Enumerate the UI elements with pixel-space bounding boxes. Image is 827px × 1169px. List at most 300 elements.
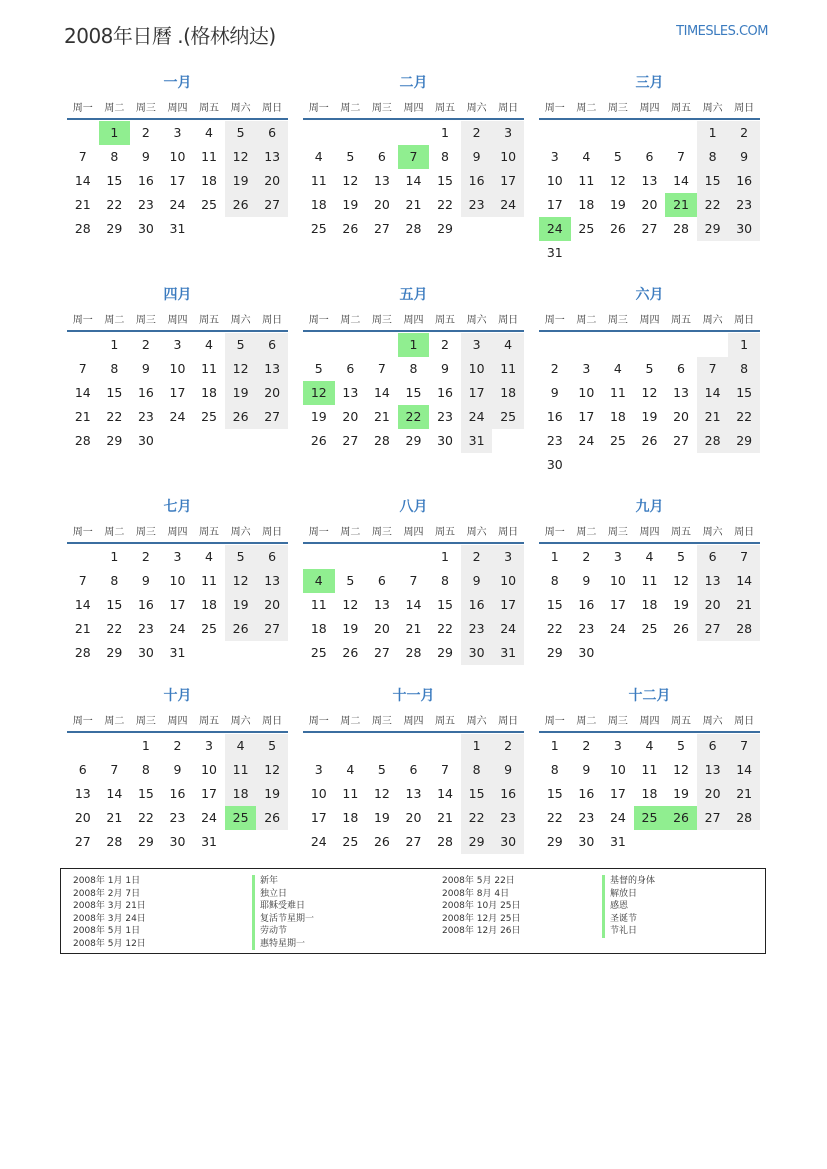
day-cell[interactable]: 10 [169, 149, 186, 164]
day-cell[interactable]: 29 [106, 645, 123, 660]
day-cell[interactable]: 16 [728, 169, 760, 193]
day-cell[interactable]: 18 [492, 381, 524, 405]
holiday-day-cell[interactable]: 25 [634, 806, 666, 830]
day-cell[interactable]: 14 [405, 597, 422, 612]
day-cell[interactable]: 20 [641, 197, 658, 212]
day-cell[interactable]: 4 [645, 738, 654, 753]
holiday-day-cell[interactable]: 7 [398, 145, 430, 169]
holiday-day-cell[interactable]: 26 [665, 806, 697, 830]
day-cell[interactable]: 20 [405, 810, 422, 825]
day-cell[interactable]: 5 [256, 734, 288, 758]
day-cell[interactable]: 8 [141, 762, 150, 777]
day-cell[interactable]: 16 [461, 169, 493, 193]
day-cell[interactable]: 19 [673, 597, 689, 612]
day-cell[interactable]: 4 [645, 549, 654, 564]
day-cell[interactable]: 30 [546, 457, 563, 472]
day-cell[interactable]: 15 [106, 173, 123, 188]
day-cell[interactable]: 7 [377, 361, 386, 376]
holiday-day-cell[interactable]: 1 [398, 333, 430, 357]
day-cell[interactable]: 25 [492, 405, 524, 429]
day-cell[interactable]: 30 [137, 221, 154, 236]
day-cell[interactable]: 13 [405, 786, 422, 801]
day-cell[interactable]: 13 [641, 173, 658, 188]
day-cell[interactable]: 6 [256, 121, 288, 145]
day-cell[interactable]: 13 [342, 385, 359, 400]
day-cell[interactable]: 20 [256, 593, 288, 617]
day-cell[interactable]: 19 [673, 786, 689, 801]
holiday-day-cell[interactable]: 12 [303, 381, 335, 405]
day-cell[interactable]: 15 [546, 597, 563, 612]
day-cell[interactable]: 26 [310, 433, 327, 448]
day-cell[interactable]: 29 [437, 221, 453, 236]
day-cell[interactable]: 9 [582, 762, 591, 777]
day-cell[interactable]: 9 [728, 145, 760, 169]
day-cell[interactable]: 29 [437, 645, 453, 660]
holiday-day-cell[interactable]: 25 [225, 806, 257, 830]
day-cell[interactable]: 2 [461, 121, 493, 145]
day-cell[interactable]: 1 [697, 121, 729, 145]
day-cell[interactable]: 8 [110, 573, 119, 588]
day-cell[interactable]: 20 [256, 169, 288, 193]
day-cell[interactable]: 7 [728, 734, 760, 758]
day-cell[interactable]: 25 [609, 433, 626, 448]
day-cell[interactable]: 21 [106, 810, 123, 825]
day-cell[interactable]: 1 [441, 125, 449, 140]
day-cell[interactable]: 11 [578, 173, 595, 188]
day-cell[interactable]: 4 [492, 333, 524, 357]
day-cell[interactable]: 16 [169, 786, 186, 801]
day-cell[interactable]: 21 [437, 810, 453, 825]
day-cell[interactable]: 7 [78, 361, 87, 376]
day-cell[interactable]: 19 [641, 409, 658, 424]
day-cell[interactable]: 10 [546, 173, 563, 188]
day-cell[interactable]: 23 [137, 621, 154, 636]
day-cell[interactable]: 11 [310, 173, 327, 188]
day-cell[interactable]: 17 [310, 810, 327, 825]
day-cell[interactable]: 27 [256, 617, 288, 641]
day-cell[interactable]: 31 [169, 645, 186, 660]
day-cell[interactable]: 20 [373, 197, 390, 212]
day-cell[interactable]: 22 [546, 621, 563, 636]
day-cell[interactable]: 21 [74, 197, 91, 212]
day-cell[interactable]: 28 [728, 806, 760, 830]
day-cell[interactable]: 15 [728, 381, 760, 405]
day-cell[interactable]: 23 [546, 433, 563, 448]
day-cell[interactable]: 31 [201, 834, 217, 849]
day-cell[interactable]: 9 [461, 145, 493, 169]
day-cell[interactable]: 28 [673, 221, 689, 236]
day-cell[interactable]: 3 [492, 121, 524, 145]
day-cell[interactable]: 2 [492, 734, 524, 758]
day-cell[interactable]: 19 [225, 593, 257, 617]
day-cell[interactable]: 22 [697, 193, 729, 217]
day-cell[interactable]: 13 [697, 569, 729, 593]
day-cell[interactable]: 21 [728, 782, 760, 806]
day-cell[interactable]: 3 [173, 549, 182, 564]
day-cell[interactable]: 3 [492, 545, 524, 569]
day-cell[interactable]: 10 [609, 573, 626, 588]
holiday-day-cell[interactable]: 21 [665, 193, 697, 217]
day-cell[interactable]: 23 [578, 810, 595, 825]
day-cell[interactable]: 23 [492, 806, 524, 830]
day-cell[interactable]: 6 [377, 149, 386, 164]
day-cell[interactable]: 18 [201, 385, 217, 400]
day-cell[interactable]: 5 [677, 549, 685, 564]
day-cell[interactable]: 17 [609, 786, 626, 801]
day-cell[interactable]: 21 [405, 621, 422, 636]
day-cell[interactable]: 28 [74, 433, 91, 448]
day-cell[interactable]: 4 [205, 549, 213, 564]
day-cell[interactable]: 8 [697, 145, 729, 169]
day-cell[interactable]: 6 [409, 762, 418, 777]
day-cell[interactable]: 14 [74, 173, 91, 188]
day-cell[interactable]: 30 [578, 645, 595, 660]
day-cell[interactable]: 12 [225, 145, 257, 169]
day-cell[interactable]: 2 [141, 337, 150, 352]
day-cell[interactable]: 2 [461, 545, 493, 569]
day-cell[interactable]: 18 [609, 409, 626, 424]
day-cell[interactable]: 4 [225, 734, 257, 758]
day-cell[interactable]: 5 [314, 361, 323, 376]
day-cell[interactable]: 12 [673, 573, 689, 588]
day-cell[interactable]: 21 [74, 409, 91, 424]
day-cell[interactable]: 5 [377, 762, 386, 777]
day-cell[interactable]: 14 [74, 385, 91, 400]
day-cell[interactable]: 15 [437, 597, 453, 612]
day-cell[interactable]: 14 [673, 173, 689, 188]
day-cell[interactable]: 23 [437, 409, 453, 424]
day-cell[interactable]: 30 [578, 834, 595, 849]
day-cell[interactable]: 30 [437, 433, 453, 448]
day-cell[interactable]: 18 [641, 786, 658, 801]
day-cell[interactable]: 11 [641, 762, 658, 777]
day-cell[interactable]: 1 [461, 734, 493, 758]
day-cell[interactable]: 14 [405, 173, 422, 188]
day-cell[interactable]: 14 [437, 786, 453, 801]
day-cell[interactable]: 24 [609, 810, 626, 825]
day-cell[interactable]: 18 [201, 173, 217, 188]
day-cell[interactable]: 7 [697, 357, 729, 381]
day-cell[interactable]: 8 [409, 361, 418, 376]
day-cell[interactable]: 21 [697, 405, 729, 429]
day-cell[interactable]: 2 [728, 121, 760, 145]
day-cell[interactable]: 26 [641, 433, 658, 448]
day-cell[interactable]: 16 [578, 786, 595, 801]
day-cell[interactable]: 14 [728, 569, 760, 593]
day-cell[interactable]: 14 [106, 786, 123, 801]
day-cell[interactable]: 17 [609, 597, 626, 612]
day-cell[interactable]: 10 [492, 569, 524, 593]
day-cell[interactable]: 30 [169, 834, 186, 849]
day-cell[interactable]: 22 [106, 409, 123, 424]
day-cell[interactable]: 17 [201, 786, 217, 801]
day-cell[interactable]: 3 [582, 361, 591, 376]
day-cell[interactable]: 17 [546, 197, 563, 212]
day-cell[interactable]: 25 [641, 621, 658, 636]
day-cell[interactable]: 26 [673, 621, 689, 636]
day-cell[interactable]: 5 [225, 545, 257, 569]
day-cell[interactable]: 5 [645, 361, 654, 376]
day-cell[interactable]: 12 [225, 569, 257, 593]
day-cell[interactable]: 2 [441, 337, 449, 352]
day-cell[interactable]: 9 [173, 762, 182, 777]
site-name[interactable]: TIMESLES.COM [676, 24, 768, 39]
day-cell[interactable]: 24 [578, 433, 595, 448]
day-cell[interactable]: 6 [256, 545, 288, 569]
day-cell[interactable]: 9 [141, 361, 150, 376]
day-cell[interactable]: 26 [225, 405, 257, 429]
day-cell[interactable]: 31 [546, 245, 563, 260]
day-cell[interactable]: 29 [697, 217, 729, 241]
day-cell[interactable]: 10 [578, 385, 595, 400]
day-cell[interactable]: 8 [441, 149, 449, 164]
day-cell[interactable]: 10 [492, 145, 524, 169]
day-cell[interactable]: 24 [609, 621, 626, 636]
day-cell[interactable]: 27 [697, 617, 729, 641]
day-cell[interactable]: 13 [74, 786, 91, 801]
day-cell[interactable]: 9 [141, 149, 150, 164]
day-cell[interactable]: 26 [225, 617, 257, 641]
day-cell[interactable]: 23 [461, 193, 493, 217]
day-cell[interactable]: 11 [310, 597, 327, 612]
day-cell[interactable]: 5 [346, 149, 355, 164]
day-cell[interactable]: 15 [106, 597, 123, 612]
day-cell[interactable]: 1 [141, 738, 150, 753]
day-cell[interactable]: 27 [673, 433, 689, 448]
day-cell[interactable]: 30 [492, 830, 524, 854]
day-cell[interactable]: 8 [550, 762, 559, 777]
day-cell[interactable]: 4 [314, 149, 323, 164]
day-cell[interactable]: 17 [169, 597, 186, 612]
day-cell[interactable]: 15 [137, 786, 154, 801]
day-cell[interactable]: 29 [106, 221, 123, 236]
day-cell[interactable]: 28 [728, 617, 760, 641]
day-cell[interactable]: 30 [461, 641, 493, 665]
day-cell[interactable]: 4 [205, 125, 213, 140]
day-cell[interactable]: 6 [377, 573, 386, 588]
day-cell[interactable]: 27 [373, 221, 390, 236]
day-cell[interactable]: 3 [173, 337, 182, 352]
day-cell[interactable]: 1 [550, 549, 559, 564]
day-cell[interactable]: 19 [310, 409, 327, 424]
day-cell[interactable]: 2 [141, 549, 150, 564]
day-cell[interactable]: 22 [461, 806, 493, 830]
day-cell[interactable]: 31 [461, 429, 493, 453]
day-cell[interactable]: 27 [256, 193, 288, 217]
day-cell[interactable]: 25 [201, 197, 217, 212]
holiday-day-cell[interactable]: 24 [539, 217, 571, 241]
day-cell[interactable]: 1 [550, 738, 559, 753]
day-cell[interactable]: 13 [256, 357, 288, 381]
day-cell[interactable]: 2 [582, 738, 591, 753]
day-cell[interactable]: 3 [461, 333, 493, 357]
day-cell[interactable]: 14 [74, 597, 91, 612]
day-cell[interactable]: 5 [677, 738, 685, 753]
day-cell[interactable]: 9 [582, 573, 591, 588]
day-cell[interactable]: 26 [225, 193, 257, 217]
day-cell[interactable]: 12 [673, 762, 689, 777]
day-cell[interactable]: 22 [106, 197, 123, 212]
day-cell[interactable]: 8 [728, 357, 760, 381]
day-cell[interactable]: 22 [546, 810, 563, 825]
day-cell[interactable]: 11 [342, 786, 359, 801]
day-cell[interactable]: 13 [256, 569, 288, 593]
day-cell[interactable]: 3 [613, 738, 622, 753]
day-cell[interactable]: 23 [578, 621, 595, 636]
day-cell[interactable]: 11 [201, 149, 217, 164]
day-cell[interactable]: 15 [437, 173, 453, 188]
day-cell[interactable]: 16 [137, 173, 154, 188]
day-cell[interactable]: 12 [342, 597, 359, 612]
day-cell[interactable]: 28 [74, 221, 91, 236]
day-cell[interactable]: 16 [137, 597, 154, 612]
day-cell[interactable]: 3 [550, 149, 559, 164]
day-cell[interactable]: 25 [342, 834, 359, 849]
day-cell[interactable]: 8 [441, 573, 449, 588]
day-cell[interactable]: 31 [169, 221, 186, 236]
day-cell[interactable]: 12 [225, 357, 257, 381]
day-cell[interactable]: 12 [373, 786, 390, 801]
day-cell[interactable]: 15 [405, 385, 422, 400]
day-cell[interactable]: 22 [728, 405, 760, 429]
day-cell[interactable]: 10 [201, 762, 217, 777]
day-cell[interactable]: 4 [613, 361, 622, 376]
day-cell[interactable]: 5 [613, 149, 622, 164]
day-cell[interactable]: 24 [169, 621, 186, 636]
day-cell[interactable]: 25 [201, 621, 217, 636]
day-cell[interactable]: 13 [256, 145, 288, 169]
day-cell[interactable]: 10 [169, 573, 186, 588]
day-cell[interactable]: 12 [609, 173, 626, 188]
day-cell[interactable]: 22 [437, 621, 453, 636]
day-cell[interactable]: 21 [728, 593, 760, 617]
day-cell[interactable]: 20 [697, 593, 729, 617]
day-cell[interactable]: 27 [256, 405, 288, 429]
day-cell[interactable]: 8 [461, 758, 493, 782]
day-cell[interactable]: 6 [677, 361, 685, 376]
day-cell[interactable]: 11 [201, 573, 217, 588]
day-cell[interactable]: 24 [169, 409, 186, 424]
day-cell[interactable]: 28 [437, 834, 453, 849]
day-cell[interactable]: 18 [225, 782, 257, 806]
day-cell[interactable]: 27 [697, 806, 729, 830]
day-cell[interactable]: 9 [461, 569, 493, 593]
day-cell[interactable]: 18 [201, 597, 217, 612]
day-cell[interactable]: 17 [461, 381, 493, 405]
day-cell[interactable]: 19 [256, 782, 288, 806]
day-cell[interactable]: 19 [342, 621, 359, 636]
day-cell[interactable]: 10 [609, 762, 626, 777]
day-cell[interactable]: 3 [613, 549, 622, 564]
day-cell[interactable]: 2 [141, 125, 150, 140]
day-cell[interactable]: 24 [201, 810, 217, 825]
day-cell[interactable]: 23 [169, 810, 186, 825]
day-cell[interactable]: 18 [310, 621, 327, 636]
day-cell[interactable]: 28 [405, 645, 422, 660]
day-cell[interactable]: 25 [578, 221, 595, 236]
day-cell[interactable]: 16 [137, 385, 154, 400]
day-cell[interactable]: 23 [137, 197, 154, 212]
day-cell[interactable]: 15 [106, 385, 123, 400]
day-cell[interactable]: 29 [137, 834, 154, 849]
day-cell[interactable]: 26 [609, 221, 626, 236]
day-cell[interactable]: 13 [673, 385, 689, 400]
day-cell[interactable]: 19 [373, 810, 390, 825]
day-cell[interactable]: 13 [373, 597, 390, 612]
day-cell[interactable]: 13 [697, 758, 729, 782]
day-cell[interactable]: 19 [225, 381, 257, 405]
day-cell[interactable]: 14 [373, 385, 390, 400]
day-cell[interactable]: 18 [310, 197, 327, 212]
day-cell[interactable]: 28 [697, 429, 729, 453]
day-cell[interactable]: 20 [256, 381, 288, 405]
day-cell[interactable]: 8 [550, 573, 559, 588]
day-cell[interactable]: 9 [550, 385, 559, 400]
day-cell[interactable]: 1 [110, 549, 119, 564]
day-cell[interactable]: 2 [550, 361, 559, 376]
day-cell[interactable]: 21 [373, 409, 390, 424]
day-cell[interactable]: 31 [492, 641, 524, 665]
day-cell[interactable]: 28 [373, 433, 390, 448]
day-cell[interactable]: 17 [492, 169, 524, 193]
day-cell[interactable]: 10 [169, 361, 186, 376]
day-cell[interactable]: 7 [728, 545, 760, 569]
day-cell[interactable]: 23 [137, 409, 154, 424]
day-cell[interactable]: 22 [437, 197, 453, 212]
day-cell[interactable]: 3 [205, 738, 213, 753]
day-cell[interactable]: 4 [346, 762, 355, 777]
day-cell[interactable]: 27 [342, 433, 359, 448]
day-cell[interactable]: 15 [546, 786, 563, 801]
day-cell[interactable]: 28 [74, 645, 91, 660]
day-cell[interactable]: 27 [405, 834, 422, 849]
day-cell[interactable]: 20 [342, 409, 359, 424]
day-cell[interactable]: 9 [141, 573, 150, 588]
day-cell[interactable]: 29 [546, 645, 563, 660]
day-cell[interactable]: 6 [346, 361, 355, 376]
day-cell[interactable]: 9 [441, 361, 449, 376]
day-cell[interactable]: 1 [110, 337, 119, 352]
day-cell[interactable]: 26 [342, 645, 359, 660]
day-cell[interactable]: 30 [728, 217, 760, 241]
day-cell[interactable]: 11 [225, 758, 257, 782]
day-cell[interactable]: 9 [492, 758, 524, 782]
day-cell[interactable]: 23 [461, 617, 493, 641]
day-cell[interactable]: 5 [346, 573, 355, 588]
day-cell[interactable]: 27 [373, 645, 390, 660]
day-cell[interactable]: 30 [137, 433, 154, 448]
day-cell[interactable]: 20 [373, 621, 390, 636]
day-cell[interactable]: 7 [78, 573, 87, 588]
day-cell[interactable]: 18 [578, 197, 595, 212]
day-cell[interactable]: 4 [582, 149, 591, 164]
day-cell[interactable]: 2 [582, 549, 591, 564]
day-cell[interactable]: 29 [405, 433, 422, 448]
day-cell[interactable]: 27 [74, 834, 91, 849]
day-cell[interactable]: 20 [74, 810, 91, 825]
day-cell[interactable]: 25 [310, 221, 327, 236]
day-cell[interactable]: 1 [728, 333, 760, 357]
day-cell[interactable]: 11 [201, 361, 217, 376]
day-cell[interactable]: 11 [609, 385, 626, 400]
holiday-day-cell[interactable]: 22 [398, 405, 430, 429]
day-cell[interactable]: 6 [645, 149, 654, 164]
day-cell[interactable]: 8 [110, 361, 119, 376]
day-cell[interactable]: 21 [74, 621, 91, 636]
day-cell[interactable]: 16 [461, 593, 493, 617]
day-cell[interactable]: 16 [492, 782, 524, 806]
day-cell[interactable]: 6 [697, 734, 729, 758]
